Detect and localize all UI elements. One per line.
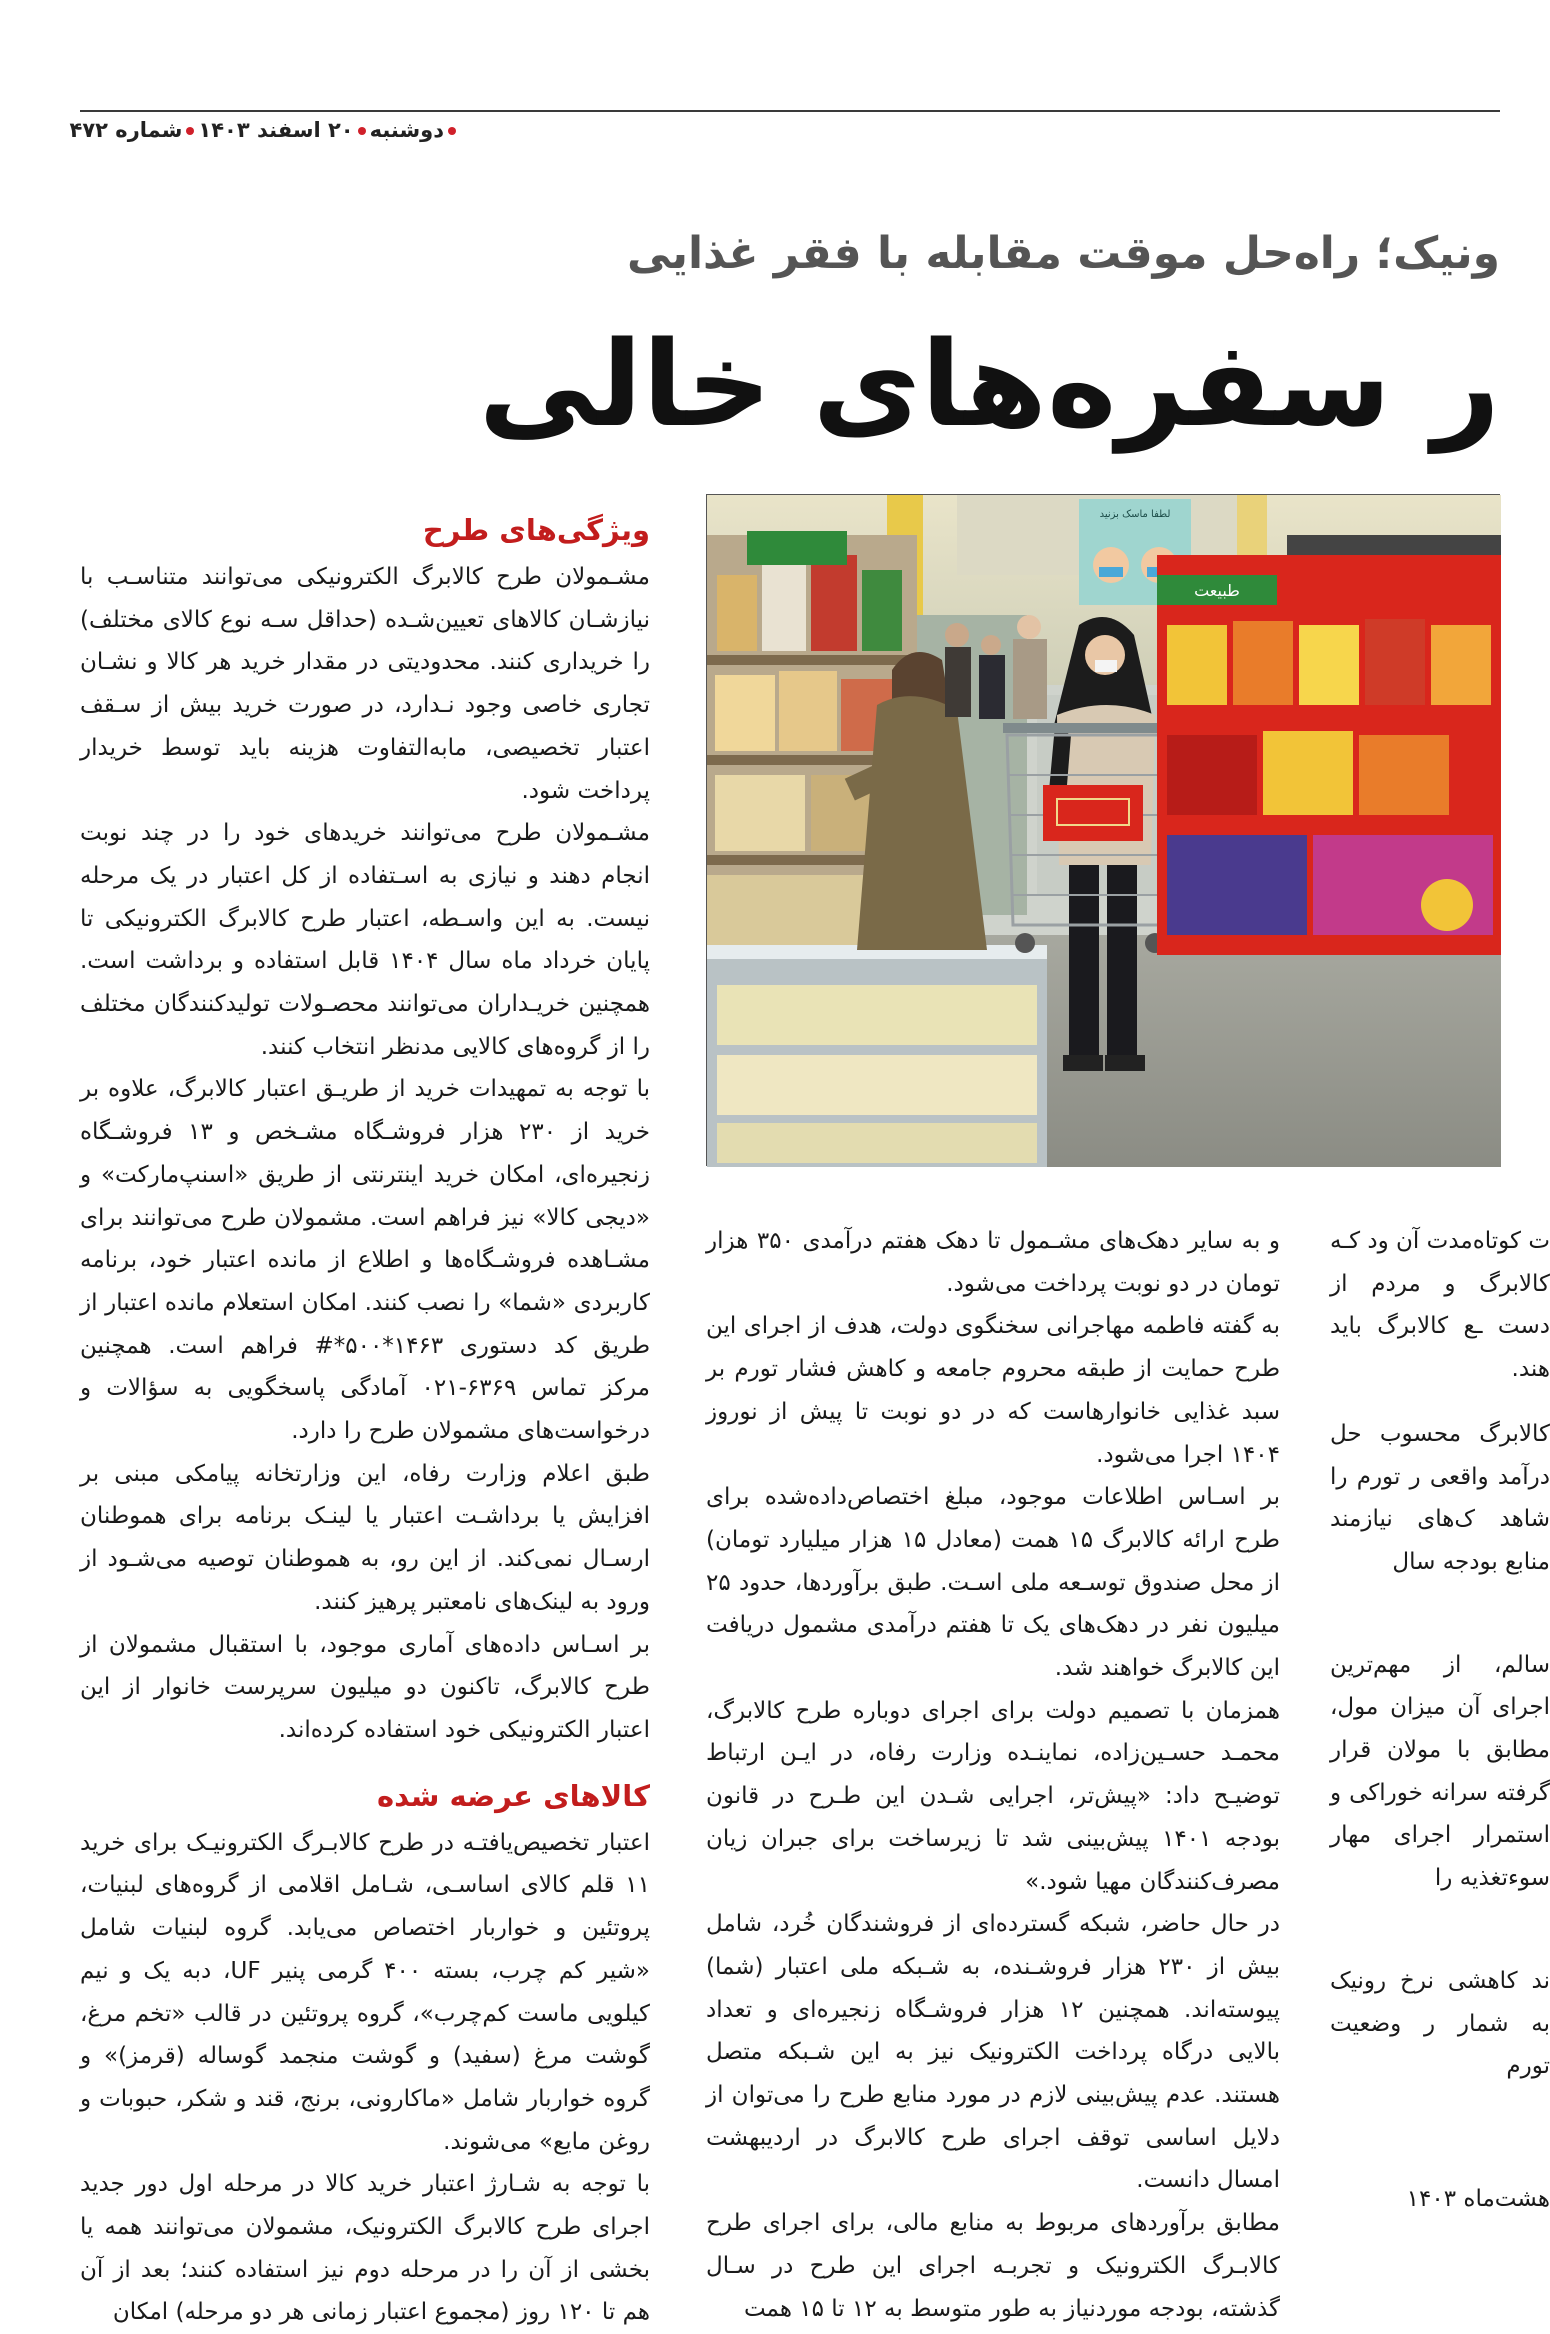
date-label: ۲۰ اسفند ۱۴۰۳ [198,118,354,142]
paragraph: با توجه به شـارژ اعتبار خرید کالا در مرحله اول دور جدید اجرای طرح کالابرگ الکترونیک، مشمولان می‌توانند همه یا بخشی از آن را در مرحله دوم نیز استفاده کنند؛ بعد از آن هم تا ۱۲۰ روز (مجموع اعتبار زمانی هر دو مرحله) امکان [80,2171,650,2326]
paragraph: ند کاهشی نرخ رونیک به شمار ر وضعیت تورم [1330,1967,1550,2080]
article-headline: ر سفره‌های خالی [478,315,1500,453]
paragraph: به گفته فاطمه مهاجرانی سخنگوی دولت، هدف از اجرای این طرح حمایت از طبقه محروم جامعه و کاهش فشار تورم بر سبد غذایی خانوارهاست که در دو نوبت تا پیش از نوروز ۱۴۰۴ اجرا می‌شود. [706,1313,1280,1468]
paragraph: مشـمولان طرح کالابرگ الکترونیکی می‌توانند متناسـب با نیازشـان کالاهای تعیین‌شـده (حداقل سـه نوع کالای مختلف) را خریداری کنند. محدودیتی در مقدار خرید هر کالا و نشـان تجاری خاصی وجود نـدارد، در صورت خرید بیش از سـقف اعتبار تخصیصی، مابه‌التفاوت هزینه باید توسط خریدار پرداخت شود. [80,564,650,804]
paragraph: مطابق برآوردهای مربوط به منابع مالی، برای اجرای طرح کالابـرگ الکترونیک و تجربـه اجرای این طرح در سـال گذشته، بودجه موردنیاز به طور متوسط به ۱۲ تا ۱۵ همت [706,2210,1280,2322]
paragraph: طبق اعلام وزارت رفاه، این وزارتخانه پیامکی مبنی بر افزایش یا برداشـت اعتبار یا لینـک برنامه برای هموطنان ارسـال نمی‌کند. از این رو، به هموطنان توصیه می‌شـود از ورود به لینک‌های نامعتبر پرهیز کنند. [80,1460,650,1615]
paragraph: با توجه به تمهیدات خرید از طریـق اعتبار کالابرگ، علاوه بر خرید از ۲۳۰ هزار فروشـگاه مشـخص و ۱۳ فروشـگاه زنجیره‌ای، امکان خرید اینترنتی از طریق «اسنپ‌مارکت» و «دیجی کالا» نیز فراهم است. مشمولان طرح می‌توانند برای مشـاهده فروشـگاه‌ها و اطلاع از مانده اعتبار خود، برنامه کاربردی «شما» را نصب کنند. امکان استعلام مانده اعتبار از طریق کد دستوری ۱۴۶۳*۵۰۰*# فراهم است. همچنین مرکز تماس ۶۳۶۹-۰۲۱ آمادگی پاسخگویی به سؤالات و درخواست‌های مشمولان طرح را دارد. [80,1076,651,1445]
paragraph: مشـمولان طرح می‌توانند خریدهای خود را در چند نوبت انجام دهند و نیازی به اسـتفاده از کل اعتبار در یک مرحله نیست. به این واسـطه، اعتبار طرح کالابرگ الکترونیکی تا پایان خرداد ماه سال ۱۴۰۴ قابل استفاده و برداشت است. همچنین خریـداران می‌توانند محصـولات تولیدکنندگان مختلف را از گروه‌های کالایی مدنظر انتخاب کنند. [80,820,650,1060]
left-column [80,504,651,2326]
paragraph: در حال حاضر، شبکه گسترده‌ای از فروشندگان خُرد، شامل بیش از ۲۳۰ هزار فروشـنده، به شـبکه ملی اعتبار (شما) پیوسته‌اند. همچنین ۱۲ هزار فروشـگاه زنجیره‌ای و تعداد بالایی درگاه پرداخت الکترونیک نیز به این شـبکه متصل هستند. عدم پیش‌بینی لازم در مورد منابع طرح را می‌توان از دلایل اساسی توقف اجرای طرح کالابرگ در اردیبهشت امسال دانست. [706,1911,1280,2194]
paragraph: بر اسـاس داده‌های آماری موجود، با استقبال مشمولان از طرح کالابرگ، تاکنون دو میلیون سرپرست خانوار از این اعتبار الکترونیکی خود استفاده کرده‌اند. [80,1631,650,1743]
mask-sign-text: لطفا ماسک بزنید [1099,509,1171,520]
paragraph: کالابرگ محسوب حل درآمد واقعی ر تورم را شاهد ک‌های نیازمند منابع بودجه سال [1330,1420,1550,1575]
paragraph: سالم، از مهم‌ترین اجرای آن میزان مول، مطابق با مولان قرار گرفته سرانه خوراکی و استمرار اجرای مهار سوءتغذیه را [1330,1651,1550,1892]
bullet-icon [448,127,456,135]
paragraph: اعتبار تخصیص‌یافتـه در طرح کالابـرگ الکترونیـک برای خرید ۱۱ قلم کالای اساسـی، شـامل اقلامی از گروه‌های لبنیات، پروتئین و خواربار اختصاص می‌یابد. گروه لبنیات شامل «شیر کم چرب، بسته ۴۰۰ گرمی پنیر UF، دبه یک و نیم کیلویی ماست کم‌چرب»، گروه پروتئین در قالب «تخم مرغ، گوشت مرغ (سفید) و گوشت منجمد گوساله (قرمز)» و گروه خواربار شامل «ماکارونی، برنج، قند و شکر، حبوبات و روغن مایع» می‌شوند. [80,1829,650,2155]
brand-sign-text: طبیعت [1194,581,1240,600]
paragraph: هشت‌ماه ۱۴۰۳ [1406,2185,1550,2212]
day-label: دوشنبه [369,118,444,142]
bullet-icon [186,127,194,135]
right-column-cropped [1330,1220,1550,2322]
middle-column [706,1220,1280,2322]
right-red-display [1157,535,1501,955]
paragraph: بر اسـاس اطلاعات موجود، مبلغ اختصاص‌داده‌شده برای طرح ارائه کالابرگ ۱۵ همت (معادل ۱۵ هزار میلیارد تومان) از محل صندوق توسـعه ملی اسـت. طبق برآوردها، حدود ۲۵ میلیون نفر در دهک‌های یک تا هفتم درآمدی مشمول دریافت این کالابرگ خواهند شد. [706,1484,1280,1682]
freezer-case [707,945,1047,1167]
paragraph: ت کوتاه‌مدت آن ود کـه کالابرگ و مردم از دست ـع کالابرگ باید هند. [1330,1228,1550,1383]
supermarket-illustration [707,495,1501,1167]
supermarket-photo [706,494,1500,1166]
issue-number: شماره ۴۷۲ [69,118,183,142]
article-kicker: ونیک؛ راه‌حل موقت مقابله با فقر غذایی [626,228,1500,279]
paragraph: همزمان با تصمیم دولت برای اجرای دوباره طرح کالابرگ، محمـد حسـین‌زاده، نماینـده وزارت رفاه، در ایـن ارتباط توضیـح داد: «پیش‌تر، اجرایی شـدن این طـرح در قانون بودجه ۱۴۰۱ پیش‌بینی شد تا زیرساخت برای جبران زیان مصرف‌کنندگان مهیا شود.» [706,1697,1280,1895]
header-rule [80,110,1500,112]
section-heading-goods: کالاهای عرضه شده [377,1778,650,1813]
section-heading-features: ویژگی‌های طرح [422,513,650,547]
bullet-icon [358,127,366,135]
issue-dateline [69,118,460,142]
paragraph: و به سایر دهک‌های مشـمول تا دهک هفتم درآمدی ۳۵۰ هزار تومان در دو نوبت پرداخت می‌شود. [706,1228,1280,1297]
